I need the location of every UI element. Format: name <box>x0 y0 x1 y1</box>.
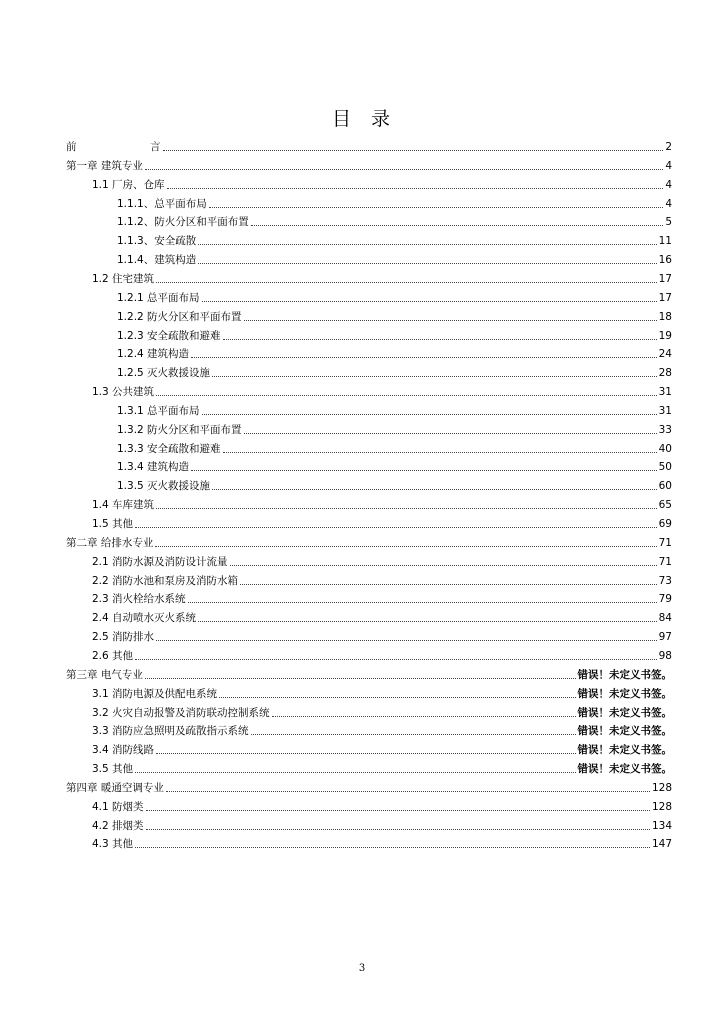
toc-entry-label: 1.1.1、总平面布局 <box>117 197 207 210</box>
toc-entry-label: 4.3 其他 <box>92 838 134 851</box>
toc-entry-label: 1.4 车库建筑 <box>92 499 155 512</box>
toc-entry[interactable] <box>66 777 672 795</box>
dot-leader <box>198 262 656 264</box>
toc-entry[interactable] <box>117 230 672 248</box>
toc-entry-label: 3.4 消防线路 <box>92 744 155 757</box>
toc-entry-page-number: 4 <box>665 159 672 172</box>
dot-leader <box>156 281 657 283</box>
dot-leader <box>251 224 664 226</box>
toc-entry-page-number: 73 <box>658 574 672 587</box>
toc-entry[interactable] <box>92 683 672 701</box>
toc-entry[interactable] <box>92 758 672 776</box>
toc-entry[interactable] <box>92 739 672 757</box>
toc-entry[interactable] <box>92 702 672 720</box>
toc-entry-label: 前 言 <box>66 141 161 153</box>
toc-entry-label: 1.2.5 灭火救援设施 <box>117 367 211 380</box>
dot-leader <box>156 394 657 396</box>
dot-leader <box>191 469 657 471</box>
dot-leader <box>212 375 657 377</box>
toc-entry-page-number: 128 <box>651 800 672 813</box>
dot-leader <box>145 677 576 679</box>
toc-entry-page-number: 31 <box>658 404 672 417</box>
toc-entry-page-number: 18 <box>658 310 672 323</box>
toc-entry-label: 3.3 消防应急照明及疏散指示系统 <box>92 725 249 738</box>
toc-entry-label: 3.1 消防电源及供配电系统 <box>92 687 218 700</box>
dot-leader <box>146 828 650 830</box>
dot-leader <box>212 488 657 490</box>
toc-entry-label: 第四章 暖通空调专业 <box>66 781 164 794</box>
toc-entry-page-number: 79 <box>658 593 672 606</box>
toc-entry[interactable] <box>117 419 672 437</box>
toc-entry[interactable] <box>92 174 672 192</box>
toc-entry-label: 2.5 消防排水 <box>92 631 155 644</box>
toc-entry-label: 1.2.3 安全疏散和避难 <box>117 329 221 342</box>
toc-entry[interactable] <box>66 532 672 550</box>
toc-entry[interactable] <box>66 155 672 173</box>
toc-entry-error-text: 错误！未定义书签。 <box>577 763 672 776</box>
dot-leader <box>191 356 657 358</box>
toc-entry-page-number: 65 <box>658 499 672 512</box>
dot-leader <box>155 545 656 547</box>
dot-leader <box>198 243 656 245</box>
toc-entry-page-number: 33 <box>658 423 672 436</box>
toc-entry-label: 1.3.2 防火分区和平面布置 <box>117 423 242 436</box>
toc-entry-label: 1.2.4 建筑构造 <box>117 348 190 361</box>
dot-leader <box>244 319 657 321</box>
dot-leader <box>156 639 657 641</box>
toc-entry-label: 1.2.2 防火分区和平面布置 <box>117 310 242 323</box>
toc-entry-page-number: 5 <box>665 216 672 229</box>
toc-entry-page-number: 24 <box>658 348 672 361</box>
dot-leader <box>145 168 663 170</box>
toc-entry[interactable] <box>117 456 672 474</box>
toc-entry-page-number: 60 <box>658 480 672 493</box>
toc-entry-label: 1.3.5 灭火救援设施 <box>117 480 211 493</box>
dot-leader <box>202 300 657 302</box>
toc-entry-label: 1.3 公共建筑 <box>92 386 155 399</box>
dot-leader <box>163 149 664 151</box>
toc-entry[interactable] <box>117 325 672 343</box>
toc-entry[interactable] <box>92 570 672 588</box>
toc-entry-label: 2.1 消防水源及消防设计流量 <box>92 555 228 568</box>
toc-entry[interactable] <box>117 343 672 361</box>
toc-entry-page-number: 84 <box>658 612 672 625</box>
toc-entry-label: 1.3.1 总平面布局 <box>117 404 200 417</box>
dot-leader <box>209 206 664 208</box>
toc-entry-label: 1.1.4、建筑构造 <box>117 254 197 267</box>
toc-entry[interactable] <box>117 211 672 229</box>
dot-leader <box>223 338 657 340</box>
toc-entry[interactable] <box>117 400 672 418</box>
toc-entry-page-number: 4 <box>665 178 672 191</box>
toc-entry-error-text: 错误！未定义书签。 <box>577 668 672 681</box>
toc-entry-page-number: 17 <box>658 272 672 285</box>
toc-entry-page-number: 128 <box>651 781 672 794</box>
toc-entry[interactable] <box>92 815 672 833</box>
toc-entry-label: 1.2 住宅建筑 <box>92 272 155 285</box>
toc-entry-page-number: 40 <box>658 442 672 455</box>
toc-entry-page-number: 71 <box>658 536 672 549</box>
dot-leader <box>167 187 664 189</box>
toc-entry[interactable] <box>92 720 672 738</box>
toc-entry-label: 1.1 厂房、仓库 <box>92 178 165 191</box>
dot-leader <box>202 413 657 415</box>
toc-entry-page-number: 97 <box>658 631 672 644</box>
toc-entry-label: 4.1 防烟类 <box>92 800 144 813</box>
toc-entry-error-text: 错误！未定义书签。 <box>577 725 672 738</box>
toc-entry[interactable] <box>117 287 672 305</box>
toc-entry-page-number: 134 <box>651 819 672 832</box>
toc-entry[interactable] <box>92 268 672 286</box>
dot-leader <box>272 715 576 717</box>
toc-entry-label: 4.2 排烟类 <box>92 819 144 832</box>
dot-leader <box>251 733 576 735</box>
toc-entry-label: 2.4 自动喷水灭火系统 <box>92 612 197 625</box>
toc-entry-page-number: 50 <box>658 461 672 474</box>
page-title <box>0 104 724 131</box>
toc-entry-label: 1.1.3、安全疏散 <box>117 235 197 248</box>
toc-entry[interactable] <box>92 645 672 663</box>
toc-entry[interactable] <box>92 381 672 399</box>
dot-leader <box>156 752 575 754</box>
toc-entry-error-text: 错误！未定义书签。 <box>577 744 672 757</box>
toc-entry-label: 第一章 建筑专业 <box>66 159 143 172</box>
toc-entry[interactable] <box>117 362 672 380</box>
toc-entry-label: 2.2 消防水池和泵房及消防水箱 <box>92 574 239 587</box>
dot-leader <box>135 658 657 660</box>
dot-leader <box>146 809 650 811</box>
dot-leader <box>230 564 657 566</box>
dot-leader <box>156 507 657 509</box>
toc-entry-label: 3.5 其他 <box>92 763 134 776</box>
toc-entry-page-number: 17 <box>658 291 672 304</box>
toc-entry-page-number: 11 <box>658 235 672 248</box>
toc-entry-label: 2.6 其他 <box>92 649 134 662</box>
toc-entry-page-number: 16 <box>658 254 672 267</box>
page-number: 3 <box>358 963 366 974</box>
toc-entry-label: 2.3 消火栓给水系统 <box>92 593 186 606</box>
toc-entry[interactable] <box>92 607 672 625</box>
toc-entry-label: 3.2 火灾自动报警及消防联动控制系统 <box>92 706 270 719</box>
toc-entry-page-number: 147 <box>651 838 672 851</box>
toc-entry-page-number: 71 <box>658 555 672 568</box>
dot-leader <box>188 601 657 603</box>
toc-entry[interactable] <box>92 551 672 569</box>
toc-entry-page-number: 98 <box>658 649 672 662</box>
toc-entry[interactable] <box>92 626 672 644</box>
toc-entry[interactable] <box>117 475 672 493</box>
dot-leader <box>198 620 657 622</box>
dot-leader <box>223 451 657 453</box>
dot-leader <box>244 432 657 434</box>
dot-leader <box>166 790 650 792</box>
toc-entry[interactable] <box>117 193 672 211</box>
toc-entry[interactable] <box>117 438 672 456</box>
toc-entry-label: 1.2.1 总平面布局 <box>117 291 200 304</box>
toc-entry-error-text: 错误！未定义书签。 <box>577 706 672 719</box>
dot-leader <box>135 771 575 773</box>
toc-entry-page-number: 69 <box>658 518 672 530</box>
toc-entry[interactable] <box>117 306 672 324</box>
toc-entry-label: 1.3.4 建筑构造 <box>117 461 190 474</box>
title-char-2: 录 <box>371 108 393 130</box>
toc-entry-error-text: 错误！未定义书签。 <box>577 687 672 700</box>
toc-entry-label: 1.1.2、防火分区和平面布置 <box>117 216 249 229</box>
toc-entry-page-number: 4 <box>665 197 672 210</box>
toc-entry-page-number: 2 <box>665 141 672 153</box>
dot-leader <box>135 846 650 848</box>
toc-entry-label: 第二章 给排水专业 <box>66 536 154 549</box>
toc-entry[interactable] <box>117 249 672 267</box>
toc-entry-label: 1.3.3 安全疏散和避难 <box>117 442 221 455</box>
toc-entry[interactable] <box>66 136 672 154</box>
dot-leader <box>240 583 657 585</box>
toc-entry[interactable] <box>92 796 672 814</box>
toc-entry-label: 1.5 其他 <box>92 518 134 530</box>
toc-entry[interactable] <box>92 833 672 851</box>
dot-leader <box>219 696 575 698</box>
toc-entry-page-number: 31 <box>658 386 672 399</box>
toc-entry[interactable] <box>66 664 672 682</box>
toc-entry[interactable] <box>92 513 672 531</box>
toc-entry-page-number: 28 <box>658 367 672 380</box>
toc-entry-page-number: 19 <box>658 329 672 342</box>
title-char-1: 目 <box>331 108 353 130</box>
toc-entry[interactable] <box>92 494 672 512</box>
dot-leader <box>135 526 657 528</box>
toc-entry-label: 第三章 电气专业 <box>66 668 143 681</box>
toc-entry[interactable] <box>92 588 672 606</box>
